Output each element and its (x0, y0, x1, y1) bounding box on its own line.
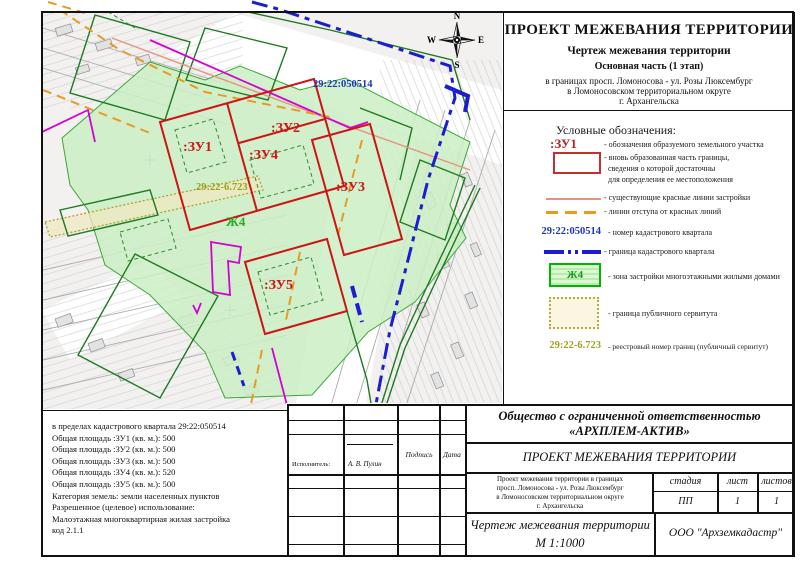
label-zu5: :ЗУ5 (264, 278, 293, 293)
sheets-value: 1 (774, 496, 779, 507)
title-stamp (287, 404, 795, 557)
date-label: Дата (443, 450, 461, 459)
legend-servitude-swatch (549, 297, 599, 329)
bottom-margin (0, 557, 800, 565)
organization-name: ООО "Архземкадастр" (668, 527, 783, 539)
label-servitude-number: 29:22-6.723 (196, 182, 248, 193)
executor-label: Исполнитель: (292, 461, 331, 468)
doc-district: в Ломоносовском территориальном округе (567, 86, 731, 96)
doc-city: г. Архангельска (619, 96, 679, 106)
legend-item-text: - существующие красные линии застройки (604, 193, 751, 202)
legend-panel (503, 110, 795, 405)
legend-item-text: - вновь образованная часть границы, (604, 153, 730, 162)
legend-zone-swatch: Ж4 (549, 263, 601, 287)
stage-label: стадия (669, 476, 702, 487)
company-name-line2: «АРХПЛЕМ-АКТИВ» (569, 424, 690, 438)
legend-item-text: сведения о которой достаточны (608, 164, 716, 173)
legend-item-text: для определения ее местоположения (608, 175, 733, 184)
info-line: Категория земель: земли населенных пунктов (52, 490, 220, 501)
info-line: Общая площадь :ЗУ4 (кв. м.): 520 (52, 467, 176, 478)
legend-item-text: - граница публичного сервитута (608, 309, 718, 318)
label-zu4: :ЗУ4 (249, 148, 278, 163)
info-line: Малоэтажная многоквартирная жилая застройка (52, 513, 230, 524)
parcel-info-panel (42, 410, 288, 557)
stage-value: ПП (678, 496, 693, 507)
info-line: Общая площадь :ЗУ1 (кв. м.): 500 (52, 432, 176, 443)
compass-w: W (427, 35, 436, 45)
label-zu1: :ЗУ1 (183, 140, 212, 155)
compass-s: S (454, 60, 460, 70)
legend-quarter-number: 29:22:050514 (541, 226, 601, 237)
legend-zu-symbol: :ЗУ1 (550, 136, 577, 151)
object-line: Проект межевания территории в границах (496, 475, 624, 483)
map-content (42, 1, 502, 410)
sheets-label: листов (761, 476, 792, 487)
compass-e: E (478, 35, 485, 45)
compass-n: N (453, 11, 461, 21)
legend-quarter-boundary-swatch (544, 250, 601, 254)
label-quarter-number: 29:22:050514 (313, 79, 373, 90)
drawing-scale: М 1:1000 (535, 536, 585, 550)
company-name-line1: Общество с ограниченной ответственностью (498, 409, 761, 423)
title-block (503, 12, 795, 111)
legend-item-text: - зона застройки многоэтажными жилыми домами (608, 272, 780, 281)
drawing-title: Чертеж межевания территории (470, 518, 650, 532)
doc-title: ПРОЕКТ МЕЖЕВАНИЯ ТЕРРИТОРИИ (504, 22, 794, 38)
doc-boundaries: в границах просп. Ломоносова - ул. Розы Люксембург (545, 76, 753, 86)
info-line: Разрешенное (целевое) использование: (52, 502, 195, 513)
legend-item-text: - реестровый номер границ (публичный сервитут) (608, 342, 769, 351)
legend-item-text: - номер кадастрового квартала (608, 228, 713, 237)
setback-overflow (48, 2, 85, 13)
label-zone-zh4: Ж4 (226, 214, 246, 229)
legend-item-text: - обозначения образуемого земельного участка (604, 140, 764, 149)
object-line: в Ломоносовском территориальном округе (496, 493, 624, 501)
info-line: в пределах кадастрового квартала 29:22:050514 (52, 421, 226, 431)
signature-label: Подпись (405, 450, 433, 459)
sheet-value: 1 (735, 496, 740, 507)
label-zu2: :ЗУ2 (271, 121, 300, 136)
executor-name: А. В. Пулин (348, 460, 382, 468)
stamp-project-title: ПРОЕКТ МЕЖЕВАНИЯ ТЕРРИТОРИИ (522, 450, 737, 464)
legend-heading: Условные обозначения: (556, 123, 677, 137)
doc-subtitle: Чертеж межевания территории (567, 45, 731, 57)
legend-setback-swatch (546, 211, 601, 214)
info-line: Общая площадь :ЗУ3 (кв. м.): 500 (52, 455, 176, 466)
legend-item-text: - граница кадастрового квартала (604, 247, 715, 256)
info-line: Общая площадь :ЗУ2 (кв. м.): 500 (52, 444, 176, 455)
info-line: код 2.1.1 (52, 525, 84, 536)
legend-new-boundary-swatch (553, 152, 601, 174)
info-line: Общая площадь :ЗУ5 (кв. м.): 500 (52, 478, 176, 489)
sheet-label: лист (726, 476, 749, 487)
label-zu3: :ЗУ3 (336, 180, 365, 195)
object-line: г. Архангельска (536, 502, 584, 510)
doc-part: Основная часть (1 этап) (594, 61, 704, 72)
legend-registry-number: 29:22-6.723 (549, 340, 601, 351)
legend-item-text: - линии отступа от красных линий (604, 207, 722, 216)
object-line: просп. Ломоносова - ул. Розы Люксембург (496, 484, 624, 492)
left-margin (0, 0, 41, 565)
legend-red-lines-swatch (546, 198, 601, 200)
